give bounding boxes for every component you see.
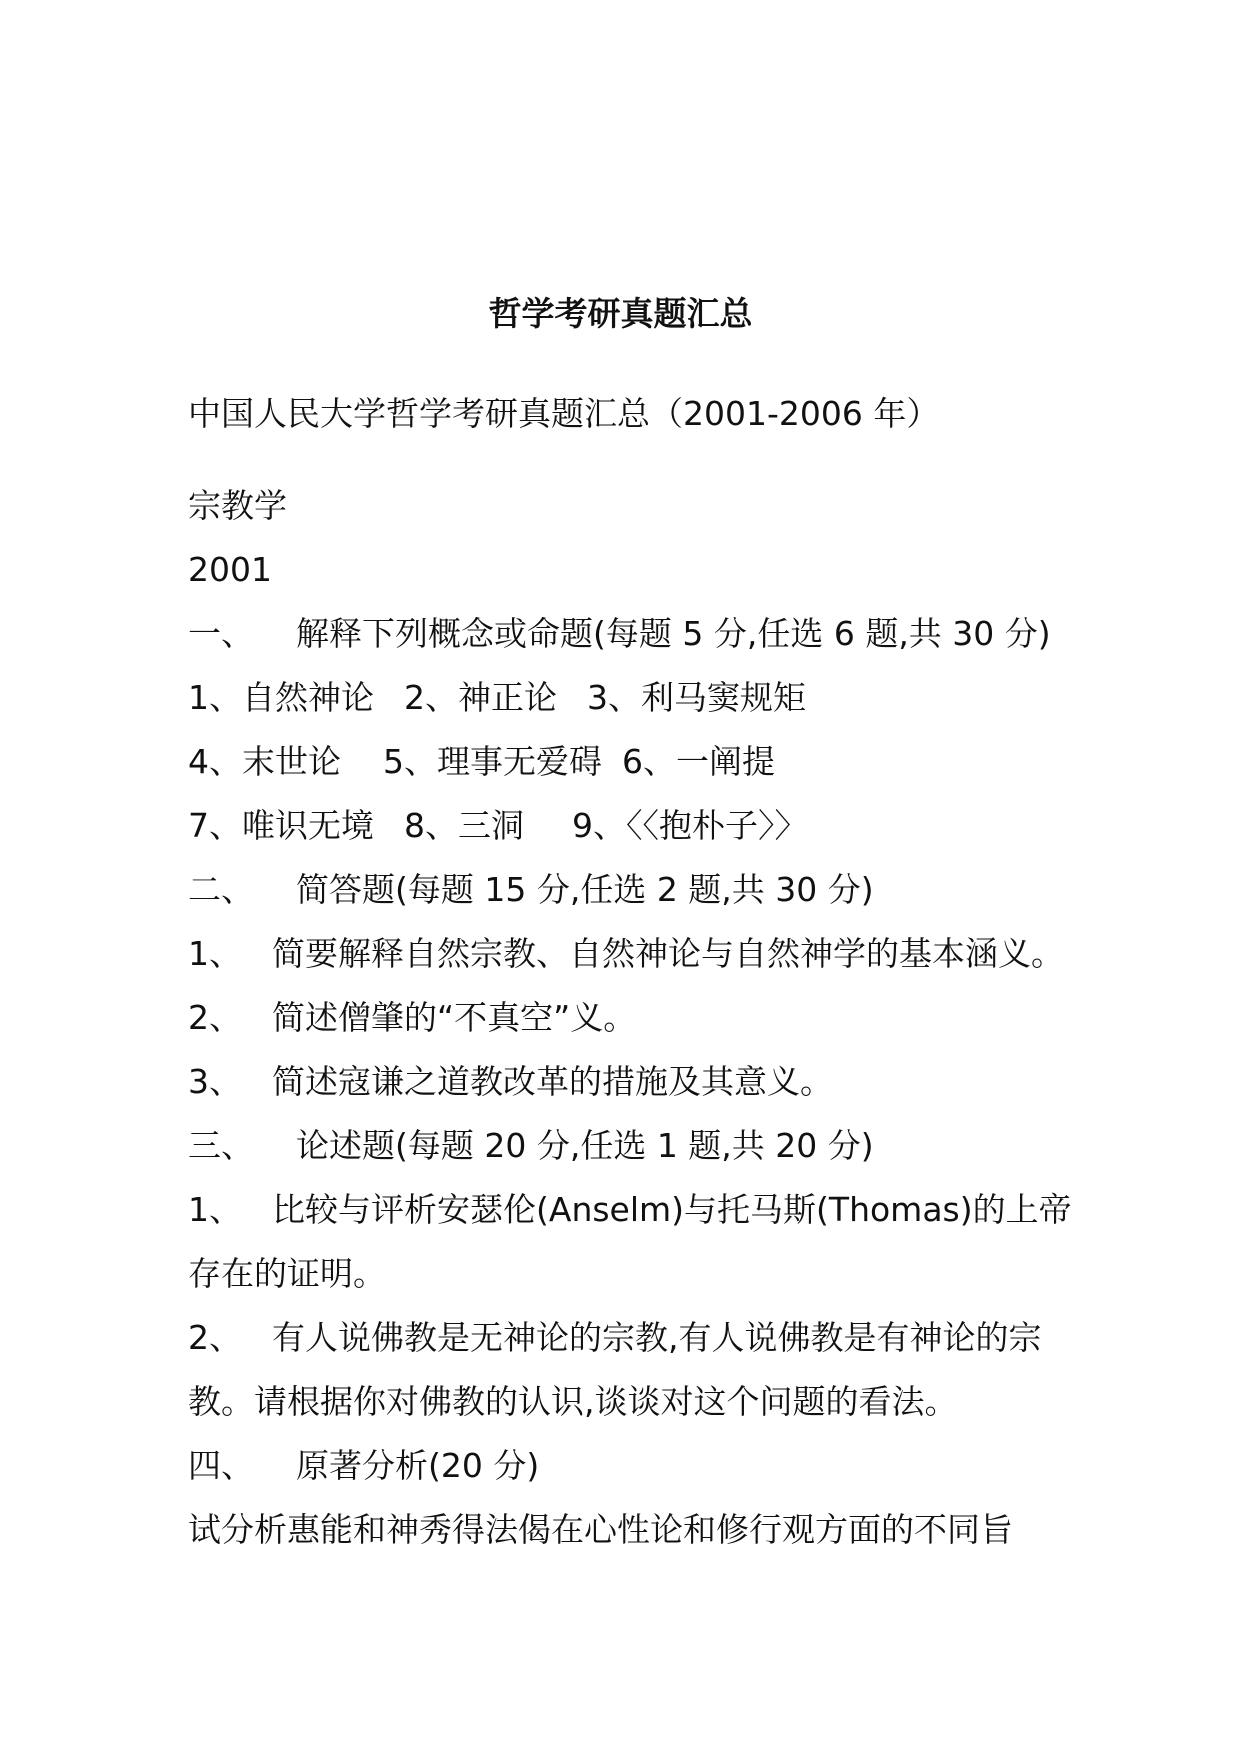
- question-item: [188, 1060, 1068, 1104]
- subject-heading: 宗教学: [188, 486, 287, 525]
- section-2-text: 简答题(每题 15 分,任选 2 题,共 30 分): [296, 870, 874, 909]
- term-item: 9、〈〈抱朴子〉〉: [572, 806, 808, 845]
- section-1-row-3: [188, 804, 1068, 848]
- question-text: 简述僧肇的“不真空”义。: [272, 998, 637, 1037]
- term-item: 1、自然神论: [188, 678, 374, 717]
- section-1-heading: [188, 612, 1068, 656]
- question-item: [188, 996, 1068, 1040]
- document-subtitle: 中国人民大学哲学考研真题汇总（2001-2006 年）: [188, 394, 940, 433]
- section-4-heading: [188, 1444, 1068, 1488]
- question-number: 3、: [188, 1062, 242, 1101]
- section-3-text: 论述题(每题 20 分,任选 1 题,共 20 分): [296, 1126, 874, 1165]
- essay-question-1-line-2: 存在的证明。: [188, 1254, 386, 1293]
- section-1-row-1: [188, 676, 1068, 720]
- question-text: 比较与评析安瑟伦(Anselm)与托马斯(Thomas)的上帝: [272, 1190, 1072, 1229]
- document-title: 哲学考研真题汇总: [488, 294, 753, 333]
- section-1-row-2: [188, 740, 1068, 784]
- term-item: 7、唯识无境: [188, 806, 374, 845]
- question-number: 1、: [188, 1190, 242, 1229]
- essay-question-2-line-1: [188, 1316, 1068, 1360]
- section-3-number: 三、: [188, 1126, 254, 1165]
- essay-question-2-line-2: 教。请根据你对佛教的认识,谈谈对这个问题的看法。: [188, 1382, 958, 1421]
- section-2-heading: [188, 868, 1068, 912]
- question-number: 1、: [188, 934, 242, 973]
- section-2-number: 二、: [188, 870, 254, 909]
- question-number: 2、: [188, 998, 242, 1037]
- question-text: 简述寇谦之道教改革的措施及其意义。: [272, 1062, 833, 1101]
- question-item: [188, 932, 1068, 976]
- term-item: 4、末世论: [188, 742, 341, 781]
- term-item: 3、利马窦规矩: [587, 678, 806, 717]
- question-text: 有人说佛教是无神论的宗教,有人说佛教是有神论的宗: [272, 1318, 1042, 1357]
- section-4-number: 四、: [188, 1446, 254, 1485]
- term-item: 2、神正论: [404, 678, 557, 717]
- term-item: 5、理事无爱碍: [383, 742, 602, 781]
- year-heading: 2001: [188, 550, 272, 589]
- essay-question-1-line-1: [188, 1188, 1072, 1232]
- section-4-question-line-1: 试分析惠能和神秀得法偈在心性论和修行观方面的不同旨: [188, 1510, 1013, 1549]
- question-number: 2、: [188, 1318, 242, 1357]
- term-item: 8、三洞: [404, 806, 524, 845]
- section-4-text: 原著分析(20 分): [296, 1446, 540, 1485]
- term-item: 6、一阐提: [622, 742, 775, 781]
- section-1-text: 解释下列概念或命题(每题 5 分,任选 6 题,共 30 分): [296, 614, 1051, 653]
- section-3-heading: [188, 1124, 1068, 1168]
- question-text: 简要解释自然宗教、自然神论与自然神学的基本涵义。: [272, 934, 1064, 973]
- section-1-number: 一、: [188, 614, 254, 653]
